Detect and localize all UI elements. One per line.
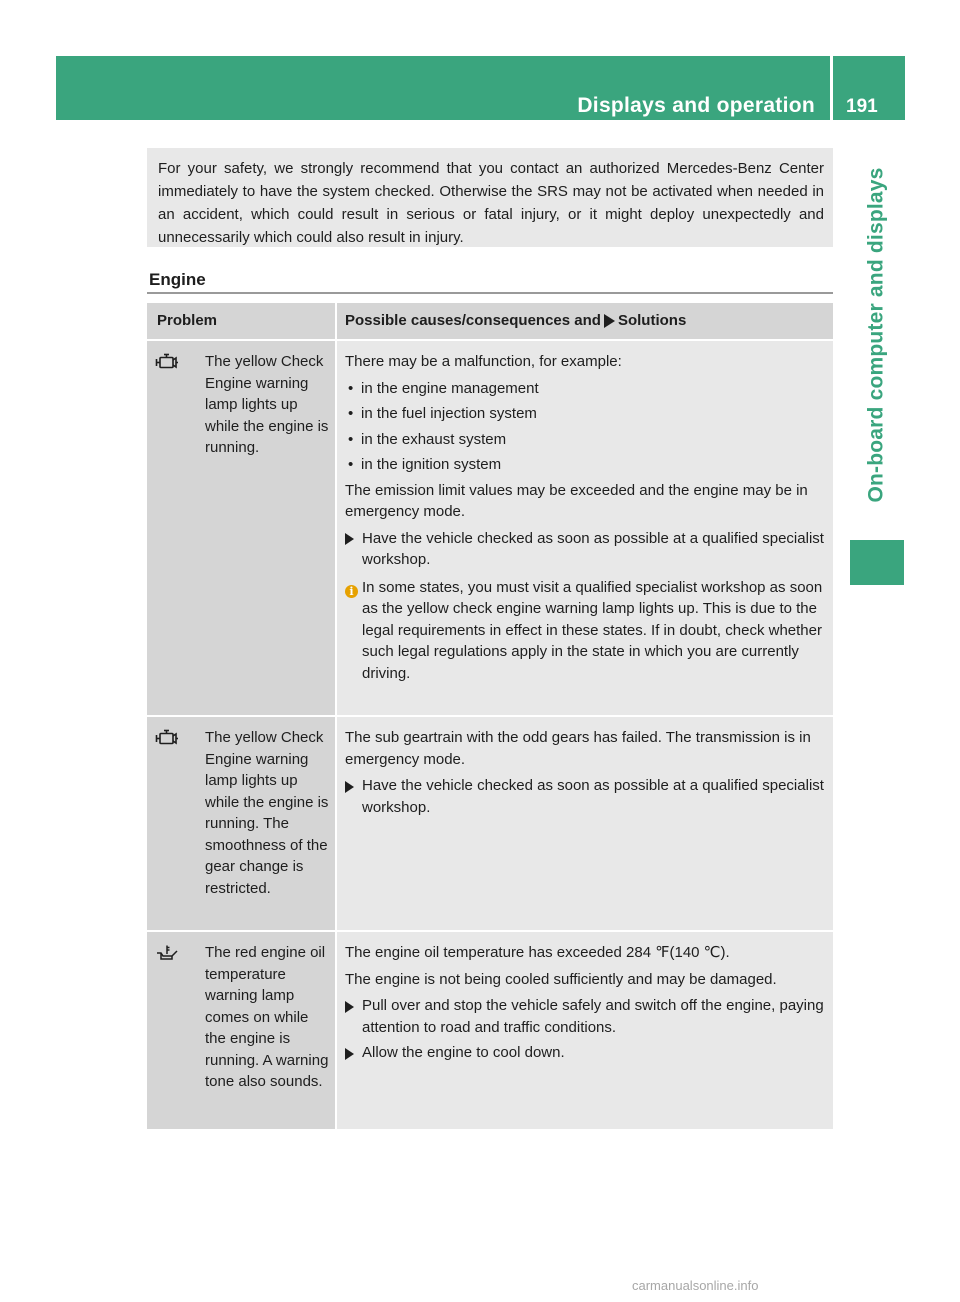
action-step-text: Have the vehicle checked as soon as possible at a qualified specialist workshop.	[362, 777, 824, 816]
list-item-text: in the fuel injection system	[361, 405, 537, 422]
section-rule	[147, 292, 833, 294]
action-arrow-icon	[345, 1048, 354, 1060]
solution-cell	[336, 716, 833, 931]
action-step-text: Have the vehicle checked as soon as possible at a qualified specialist workshop.	[362, 529, 824, 568]
bullet-icon: •	[348, 456, 354, 473]
table-header-row	[147, 303, 833, 340]
problem-cell	[147, 340, 336, 716]
action-arrow-icon	[604, 314, 615, 328]
consequence-note: The engine is not being cooled sufficiently and may be damaged.	[345, 970, 777, 988]
column-header-solutions	[336, 303, 833, 340]
action-step	[345, 775, 827, 818]
info-icon: i	[345, 585, 358, 598]
consequence-note: The emission limit values may be exceeded and the engine may be in emergency mode.	[345, 481, 808, 520]
action-arrow-icon	[345, 533, 354, 545]
page-header-title: Displays and operation	[577, 94, 815, 117]
action-arrow-icon	[345, 781, 354, 793]
engine-troubleshooting-table	[147, 303, 833, 1129]
table-row	[147, 716, 833, 931]
list-item-text: in the exhaust system	[361, 430, 507, 448]
oil-temperature-icon	[155, 942, 205, 1093]
cause-intro: The sub geartrain with the odd gears has failed. The transmission is in emergency mode.	[345, 729, 811, 768]
table-row	[147, 931, 833, 1129]
solution-cell	[336, 340, 833, 716]
check-engine-icon	[155, 351, 205, 459]
info-note-text: In some states, you must visit a qualified specialist workshop as soon as the yellow check engine warning lamp lights up. This is due to the legal requirements in effect in these states. If in doubt, check whether such legal regulations apply in the state in which you are currently driving.	[362, 578, 823, 682]
problem-description: The yellow Check Engine warning lamp lights up while the engine is running.	[205, 353, 329, 456]
action-step	[345, 528, 827, 571]
problem-description: The yellow Check Engine warning lamp lights up while the engine is running. The smoothness of the gear change is restricted.	[205, 729, 329, 897]
list-item	[345, 454, 827, 476]
cause-intro: The engine oil temperature has exceeded 284 ℉(140 ℃).	[345, 944, 730, 961]
problem-cell	[147, 716, 336, 931]
column-header-solutions-prefix: Possible causes/consequences and	[345, 312, 601, 330]
list-item	[345, 378, 827, 400]
header-divider	[830, 56, 833, 120]
problem-description: The red engine oil temperature warning lamp comes on while the engine is running. A warning tone also sounds.	[205, 944, 329, 1090]
check-engine-icon	[155, 727, 205, 899]
watermark: carmanualsonline.info	[632, 1278, 759, 1293]
list-item	[345, 403, 827, 425]
column-header-problem: Problem	[147, 303, 336, 340]
list-item-text: in the engine management	[361, 379, 539, 397]
chapter-side-tab-label: On-board computer and displays	[865, 167, 888, 503]
column-header-solutions-suffix: Solutions	[617, 312, 687, 330]
info-note	[345, 577, 827, 685]
action-arrow-icon	[345, 1001, 354, 1013]
solution-cell	[336, 931, 833, 1129]
action-step-text: Pull over and stop the vehicle safely and switch off the engine, paying attention to road and traffic conditions.	[362, 997, 824, 1036]
bullet-icon: •	[348, 405, 354, 422]
list-item	[345, 429, 827, 451]
safety-note: For your safety, we strongly recommend that you contact an authorized Mercedes-Benz Center immediately to have the system checked. Otherwise the SRS may not be activated when needed in an accident, which could result in serious or fatal injury, or it might deploy unexpectedly and unnecessarily which could also result in injury.	[147, 148, 833, 247]
cause-intro: There may be a malfunction, for example:	[345, 353, 622, 370]
action-step	[345, 995, 827, 1038]
section-title: Engine	[149, 270, 206, 289]
bullet-icon: •	[348, 379, 354, 397]
table-row	[147, 340, 833, 716]
action-step-text: Allow the engine to cool down.	[362, 1044, 565, 1061]
bullet-icon: •	[348, 430, 354, 448]
page-header-bar	[56, 56, 905, 120]
action-step	[345, 1042, 827, 1065]
problem-cell	[147, 931, 336, 1129]
chapter-side-tab	[850, 130, 904, 540]
list-item-text: in the ignition system	[361, 456, 502, 473]
chapter-side-tab-marker	[850, 540, 904, 585]
page-number: 191	[846, 96, 878, 117]
